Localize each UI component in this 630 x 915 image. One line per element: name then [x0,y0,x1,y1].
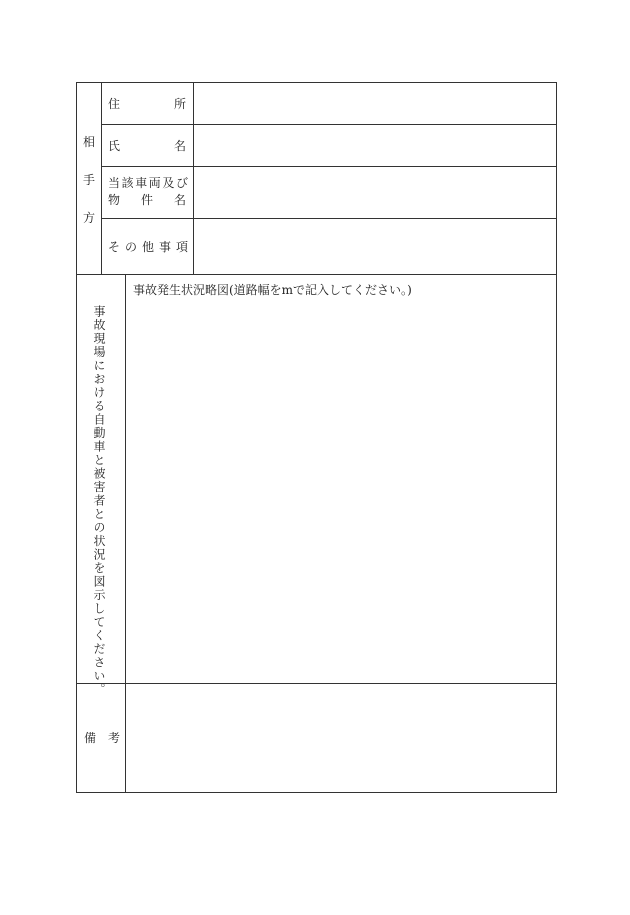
remarks-label: 備 考 [84,731,120,745]
name-field[interactable] [194,125,557,166]
scene-side-label: 事故現場における自動車と被害者との状況を図示してください。 [92,305,106,697]
vehicle-label-line2: 物 件 名 [108,193,186,207]
address-field[interactable] [194,83,557,124]
party-group-char: 方 [82,211,95,225]
accident-diagram-area[interactable] [126,275,557,683]
party-group-divider [101,83,102,274]
diagram-caption: 事故発生状況略図(道路幅をmで記入してください。) [133,283,412,297]
accident-report-form [76,82,557,793]
party-group-char: 相 [82,135,95,149]
other-matters-field[interactable] [194,219,557,274]
vehicle-field[interactable] [194,167,557,218]
vehicle-label-line1: 当 該 車 両 及 び [108,176,188,190]
party-group-char: 手 [82,173,95,187]
party-group-label [77,135,101,225]
other-matters-label: そ の 他 事 項 [108,240,188,254]
name-label: 氏 名 [108,139,186,153]
address-label: 住 所 [108,97,186,111]
remarks-field[interactable] [126,684,557,793]
